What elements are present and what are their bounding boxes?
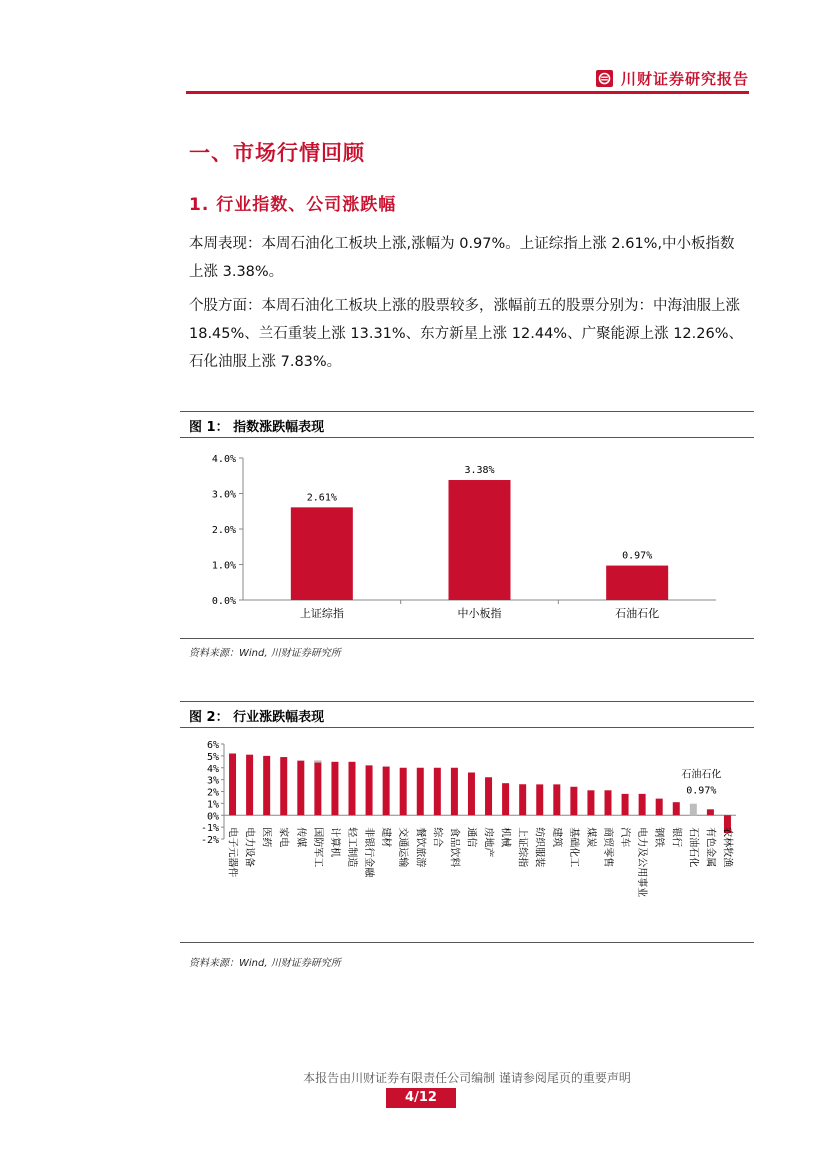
x-tick-label: 非银行金融 (363, 827, 375, 878)
x-tick-label: 轻工制造 (346, 827, 357, 868)
x-tick-label: 建筑 (550, 827, 562, 848)
x-tick-label: 基础化工 (567, 827, 579, 868)
header-brand (596, 68, 749, 89)
x-tick-label: 银行 (670, 827, 682, 848)
bar-highlight (314, 761, 321, 763)
bar (434, 768, 441, 816)
bar (639, 794, 646, 815)
bar (417, 768, 424, 816)
annotation-value: 0.97% (686, 785, 717, 797)
figure-2-bottom-rule (180, 942, 754, 943)
x-tick-label: 计算机 (328, 827, 340, 858)
brand-title: 川财证券研究报告 (620, 70, 749, 88)
bar (331, 762, 338, 815)
data-label: 3.38% (464, 465, 495, 477)
x-tick-label: 医药 (260, 827, 272, 848)
x-tick-label: 商贸零售 (602, 827, 613, 868)
figure-2-top-rule (180, 701, 754, 702)
x-tick-label: 石油石化 (687, 827, 699, 868)
bar (536, 784, 543, 815)
bar (366, 765, 373, 815)
x-tick-label: 电子元器件 (226, 827, 238, 878)
x-tick-label: 家电 (277, 827, 289, 848)
x-tick-label: 农林牧渔 (721, 827, 733, 868)
header-divider (186, 91, 749, 94)
y-tick-label: -2% (200, 835, 219, 846)
y-tick-label: 6% (206, 740, 219, 751)
y-tick-label: 4% (206, 763, 219, 775)
x-tick-label: 餐饮旅游 (414, 827, 426, 868)
x-tick-label: 房地产 (482, 827, 494, 858)
x-tick-label: 有色金属 (704, 827, 716, 868)
y-tick-label: 4.0% (211, 454, 236, 465)
bar (656, 799, 663, 816)
figure-1-title: 图 1： 指数涨跌幅表现 (189, 420, 325, 435)
bar (707, 809, 714, 815)
figure-1-top-rule (180, 411, 754, 412)
figure-2-title-rule (180, 727, 754, 728)
page-number: 4/12 (386, 1088, 456, 1108)
bar (314, 761, 321, 816)
x-tick-label: 煤炭 (584, 827, 596, 848)
figure-2-chart (180, 731, 754, 941)
figure-1-bottom-rule (180, 638, 754, 639)
x-tick-label: 建材 (380, 827, 392, 848)
x-tick-label: 上证综指 (299, 607, 344, 620)
paragraph-stocks: 个股方面：本周石油化工板块上涨的股票较多，涨幅前五的股票分别为：中海油服上涨 18.45%、兰石重装上涨 13.31%、东方新星上涨 12.44%、广聚能源上涨 12.26%、石化油服上涨 7.83%。 (189, 298, 743, 370)
bar (229, 754, 236, 816)
y-tick-label: 0% (206, 811, 219, 823)
bar (622, 794, 629, 815)
figure-2-title: 图 2： 行业涨跌幅表现 (189, 710, 325, 725)
x-tick-label: 钢铁 (653, 827, 665, 848)
bar (502, 783, 509, 815)
bar (400, 768, 407, 816)
bar (349, 762, 356, 815)
y-tick-label: 2% (206, 787, 219, 799)
x-tick-label: 食品饮料 (448, 827, 460, 868)
bar (605, 790, 612, 815)
bar (449, 480, 511, 600)
figure-2 (180, 701, 754, 971)
y-tick-label: 1.0% (211, 560, 236, 572)
figure-1-title-rule (180, 437, 754, 438)
figure-1-source: 资料来源：Wind, 川财证券研究所 (189, 648, 341, 659)
x-tick-label: 上证综指 (516, 827, 528, 868)
annotation-label: 石油石化 (681, 769, 722, 781)
bar (485, 777, 492, 815)
bar (570, 787, 577, 816)
bar (383, 767, 390, 816)
bar (468, 773, 475, 816)
x-tick-label: 石油石化 (615, 607, 660, 620)
x-tick-label: 纺织服装 (533, 827, 545, 868)
y-tick-label: 0.0% (211, 596, 236, 607)
bar (263, 756, 270, 815)
section-title: 一、市场行情回顾 (189, 141, 365, 165)
subsection-title: 1. 行业指数、公司涨跌幅 (189, 195, 397, 215)
figure-1-chart (180, 441, 754, 641)
x-tick-label: 通信 (465, 827, 477, 848)
bar (246, 755, 253, 816)
footer-disclaimer: 本报告由川财证券有限责任公司编制 谨请参阅尾页的重要声明 (303, 1071, 631, 1085)
y-tick-label: 3.0% (211, 489, 236, 501)
bar (553, 784, 560, 815)
data-label: 2.61% (306, 492, 337, 504)
bar (690, 804, 697, 816)
figure-1 (180, 411, 754, 659)
bar (519, 784, 526, 815)
bar (673, 802, 680, 815)
bar (587, 790, 594, 815)
bar (291, 507, 353, 600)
bar (297, 761, 304, 816)
y-tick-label: 1% (206, 799, 219, 811)
bar (451, 768, 458, 816)
x-tick-label: 传媒 (294, 827, 306, 848)
paragraph-weekly-performance: 本周表现：本周石油化工板块上涨,涨幅为 0.97%。上证综指上涨 2.61%,中小板指数上涨 3.38%。 (189, 236, 735, 280)
x-tick-label: 中小板指 (457, 607, 502, 620)
x-tick-label: 综合 (431, 827, 443, 848)
x-tick-label: 机械 (499, 827, 511, 848)
y-tick-label: 3% (206, 775, 219, 787)
data-label: 0.97% (622, 550, 653, 562)
y-tick-label: 2.0% (211, 525, 236, 536)
x-tick-label: 电力设备 (243, 827, 255, 868)
bar (280, 757, 287, 815)
company-logo-icon (596, 70, 613, 87)
bar (606, 566, 668, 600)
y-tick-label: 5% (206, 751, 219, 763)
x-tick-label: 国防军工 (311, 827, 323, 868)
x-tick-label: 汽车 (619, 827, 631, 848)
x-tick-label: 交通运输 (397, 827, 409, 868)
figure-2-source: 资料来源：Wind, 川财证券研究所 (189, 958, 341, 969)
y-tick-label: -1% (200, 823, 219, 835)
x-tick-label: 电力及公用事业 (636, 827, 648, 898)
